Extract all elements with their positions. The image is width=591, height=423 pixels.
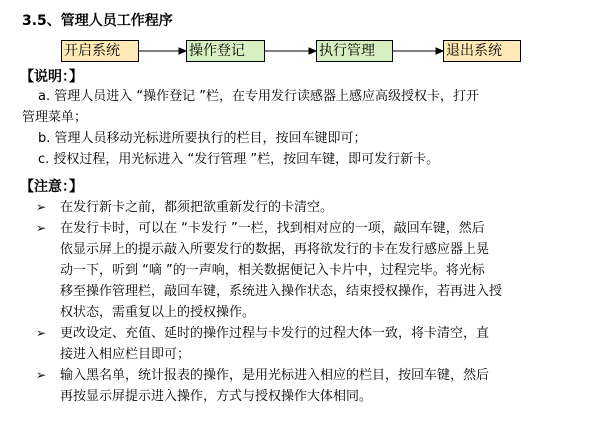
note-item-4-line-1: 输入黑名单，统计报表的操作，是用光标进入相应的栏目，按回车键，然后 [60, 368, 490, 383]
note-item-2-line-5: 权状态，需重复以上的授权操作。 [60, 305, 256, 320]
notes-heading: 【注意：】 [20, 179, 83, 195]
note-item-3-line-2: 接进入相应栏目即可； [60, 347, 191, 362]
explain-item-c: c. 授权过程，用光标进入 “发行管理 ”栏，按回车键，即可发行新卡。 [38, 152, 440, 167]
note-item-3-line-1: 更改设定、充值、延时的操作过程与卡发行的过程大体一致，将卡清空，直 [60, 326, 490, 341]
flow-arrow-head-icon [179, 48, 186, 54]
flow-arrow-head-icon [309, 48, 316, 54]
bullet-arrow-icon: ➢ [36, 221, 47, 235]
note-item-2-line-2: 依显示屏上的提示敲入所要发行的数据，再将欲发行的卡在发行感应器上晃 [60, 242, 490, 257]
flow-step-execute-management: 执行管理 [316, 40, 393, 62]
note-item-2-line-3: 动一下，听到 “嘀 ”的一声响，相关数据便记入卡片中，过程完毕。将光标 [60, 263, 485, 278]
flow-arrows [0, 40, 591, 64]
page-title: 3.5、管理人员工作程序 [22, 13, 173, 29]
note-item-2-line-1: 在发行卡时，可以在 “卡发行 ”一栏，找到相对应的一项，敲回车键，然后 [60, 221, 485, 236]
bullet-arrow-icon: ➢ [36, 368, 47, 382]
explain-heading: 【说明：】 [20, 69, 83, 85]
flow-step-start-system: 开启系统 [61, 40, 139, 62]
explain-item-a-line-2: 管理菜单； [22, 110, 88, 125]
flow-arrow-head-icon [436, 48, 443, 54]
note-item-4-line-2: 再按显示屏提示进入操作，方式与授权操作大体相同。 [60, 389, 373, 404]
note-item-2-line-4: 移至操作管理栏，敲回车键，系统进入操作状态，结束授权操作，若再进入授 [60, 284, 503, 299]
bullet-arrow-icon: ➢ [36, 326, 47, 340]
bullet-arrow-icon: ➢ [36, 200, 47, 214]
flow-step-exit-system: 退出系统 [443, 40, 521, 62]
explain-item-a-line-1: a. 管理人员进入 “操作登记 ”栏，在专用发行读感器上感应高级授权卡，打开 [38, 89, 479, 104]
flow-step-operation-register: 操作登记 [186, 40, 265, 62]
note-item-1-line-1: 在发行新卡之前，都须把欲重新发行的卡清空。 [60, 200, 334, 215]
explain-item-b: b. 管理人员移动光标进所要执行的栏目，按回车键即可； [38, 131, 367, 146]
